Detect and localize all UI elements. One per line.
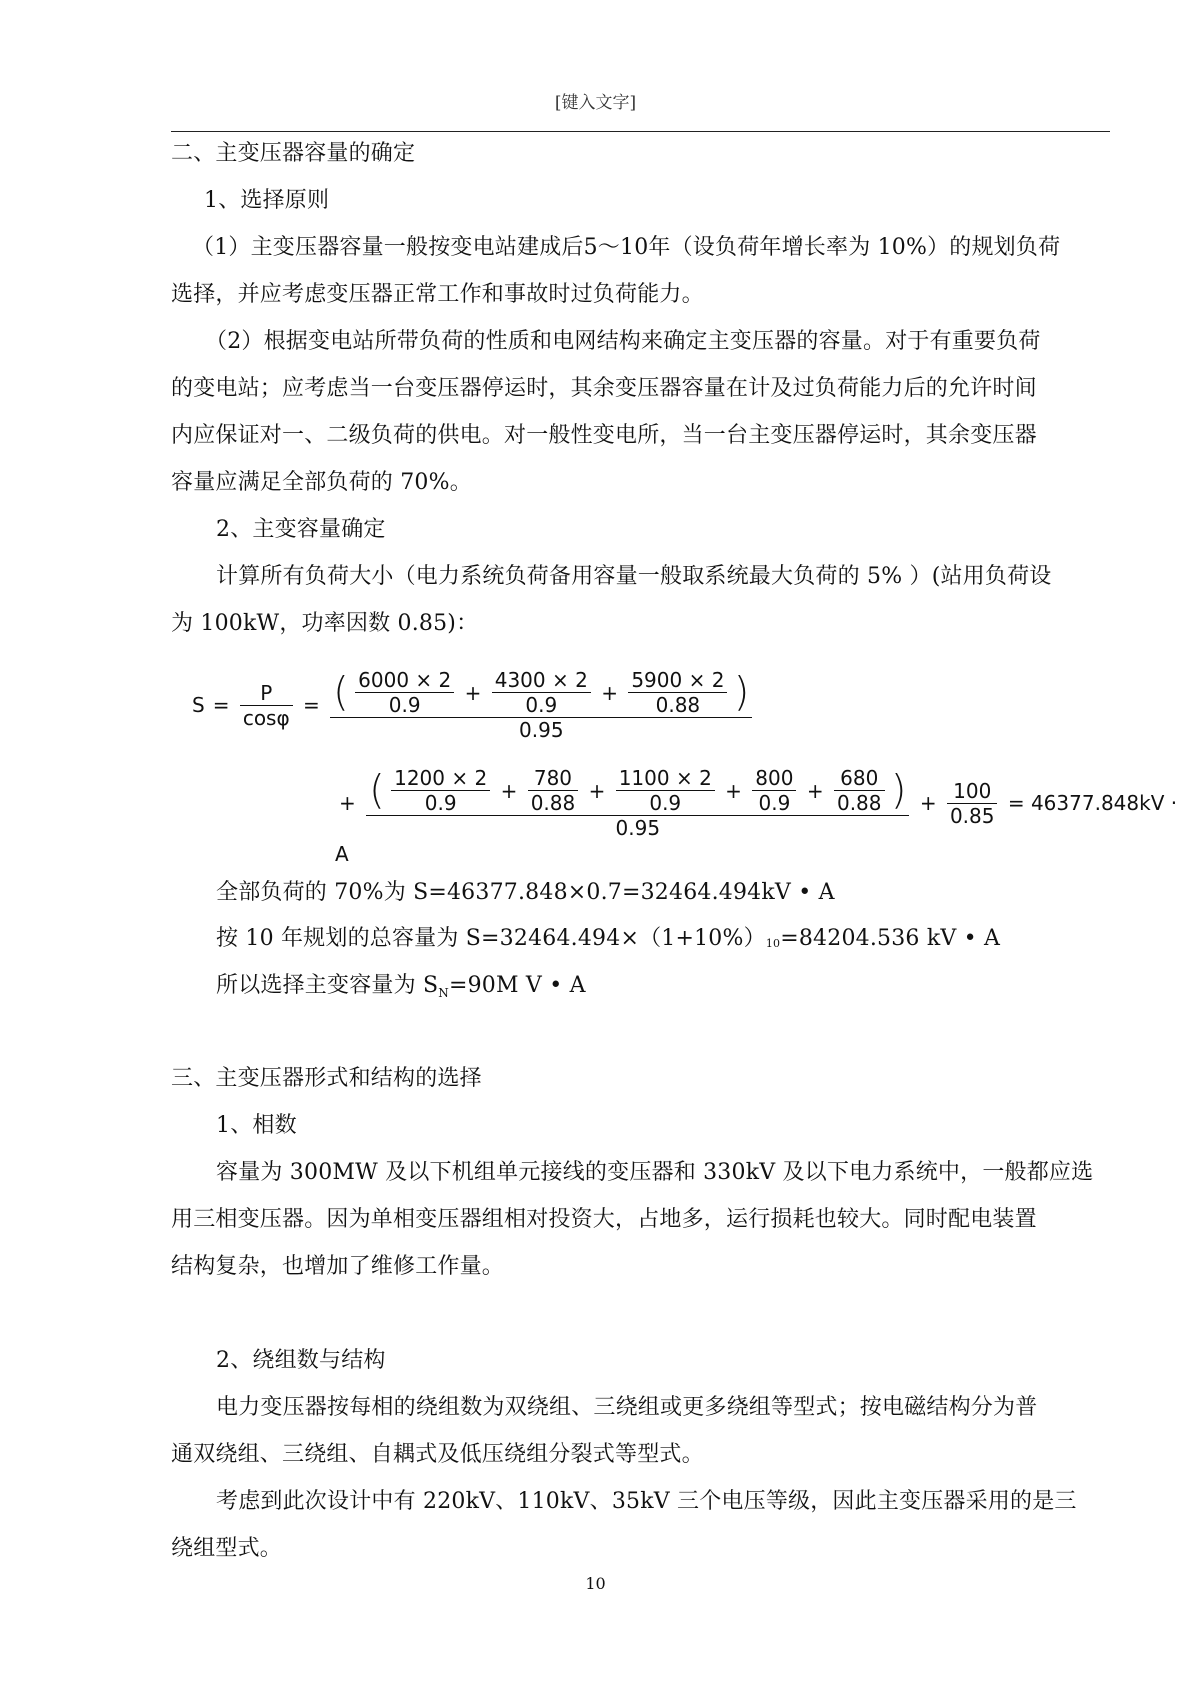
paragraph-line: 内应保证对一、二级负荷的供电。对一般性变电所，当一台主变压器停运时，其余变压器: [171, 423, 1037, 448]
formula-fraction: $\frac{100}{0.85}$: [947, 779, 998, 828]
formula-line-1: S = $\frac{P}{\cos\varphi}$ = ( $\frac{6000 \times 2}{0.9}$ + $\frac{4300 \times 2}{0.9}$ + $\frac{5900 \times 2}{0.88}$ ) 0.95: [188, 668, 752, 742]
paragraph-line: （1）主变压器容量一般按变电站建成后5～10年（设负荷年增长率为 10%）的规划负荷: [192, 235, 1061, 260]
paragraph-line: 为 100kW，功率因数 0.85)：: [171, 611, 479, 636]
formula-big-fraction: ( $\frac{1200 \times 2}{0.9}$ + $\frac{780}{0.88}$ + $\frac{1100 \times 2}{0.9}$ + $\frac{800}{0.9}$ + $\frac{680}{0.88}$ ) 0.95: [366, 766, 909, 840]
header-rule: [171, 131, 1110, 132]
paragraph-line: 选择，并应考虑变压器正常工作和事故时过负荷能力。: [171, 282, 704, 307]
result-line: 按 10 年规划的总容量为 S=32464.494×（1+10%）10=84204.536 kV • A: [216, 926, 1001, 951]
paragraph-line: 容量为 300MW 及以下机组单元接线的变压器和 330kV 及以下电力系统中，一般都应选: [216, 1160, 1094, 1185]
page-number: 10: [585, 1574, 606, 1593]
paragraph-line: 电力变压器按每相的绕组数为双绕组、三绕组或更多绕组等型式；按电磁结构分为普: [216, 1395, 1038, 1420]
paragraph-line: 绕组型式。: [171, 1536, 283, 1561]
subsection-heading-1: 1、选择原则: [204, 188, 330, 213]
result-line: 全部负荷的 70%为 S=46377.848×0.7=32464.494kV • A: [216, 880, 835, 905]
formula-fraction: $\frac{P}{\cos\varphi}$: [240, 681, 293, 730]
formula-line-2: + ( $\frac{1200 \times 2}{0.9}$ + $\frac{780}{0.88}$ + $\frac{1100 \times 2}{0.9}$ + $\frac{800}{0.9}$ + $\frac{680}{0.88}$ ) 0.95 + $\frac{100}{0.85}$ = 46377.848kV · A: [335, 766, 1178, 866]
formula-big-fraction: ( $\frac{6000 \times 2}{0.9}$ + $\frac{4300 \times 2}{0.9}$ + $\frac{5900 \times 2}{0.88}$ ) 0.95: [330, 668, 752, 742]
section-heading-2: 二、主变压器容量的确定: [171, 141, 416, 166]
paragraph-line: 用三相变压器。因为单相变压器组相对投资大，占地多，运行损耗也较大。同时配电装置: [171, 1207, 1037, 1232]
formula-equals: =: [212, 693, 230, 717]
paragraph-line: 结构复杂，也增加了维修工作量。: [171, 1254, 505, 1279]
page-header: [键入文字]: [554, 93, 637, 113]
subsection-heading: 2、绕组数与结构: [216, 1348, 386, 1373]
subsection-heading-2: 2、主变容量确定: [216, 517, 386, 542]
paragraph-line: 的变电站；应考虑当一台变压器停运时，其余变压器容量在计及过负荷能力后的允许时间: [171, 376, 1037, 401]
paragraph-line: 通双绕组、三绕组、自耦式及低压绕组分裂式等型式。: [171, 1442, 704, 1467]
formula-result: = 46377.848kV · A: [335, 791, 1178, 866]
formula-lhs: S: [192, 693, 205, 717]
result-line: 所以选择主变容量为 $S_N=90M$ V • A: [216, 973, 586, 1000]
section-heading-3: 三、主变压器形式和结构的选择: [171, 1066, 482, 1091]
paragraph-line: 计算所有负荷大小（电力系统负荷备用容量一般取系统最大负荷的 5% ）(站用负荷设: [216, 564, 1052, 589]
paragraph-line: 考虑到此次设计中有 220kV、110kV、35kV 三个电压等级，因此主变压器采用的是三: [216, 1489, 1077, 1514]
paragraph-line: （2）根据变电站所带负荷的性质和电网结构来确定主变压器的容量。对于有重要负荷: [205, 329, 1041, 354]
paragraph-line: 容量应满足全部负荷的 70%。: [171, 470, 472, 495]
subsection-heading: 1、相数: [216, 1113, 297, 1138]
